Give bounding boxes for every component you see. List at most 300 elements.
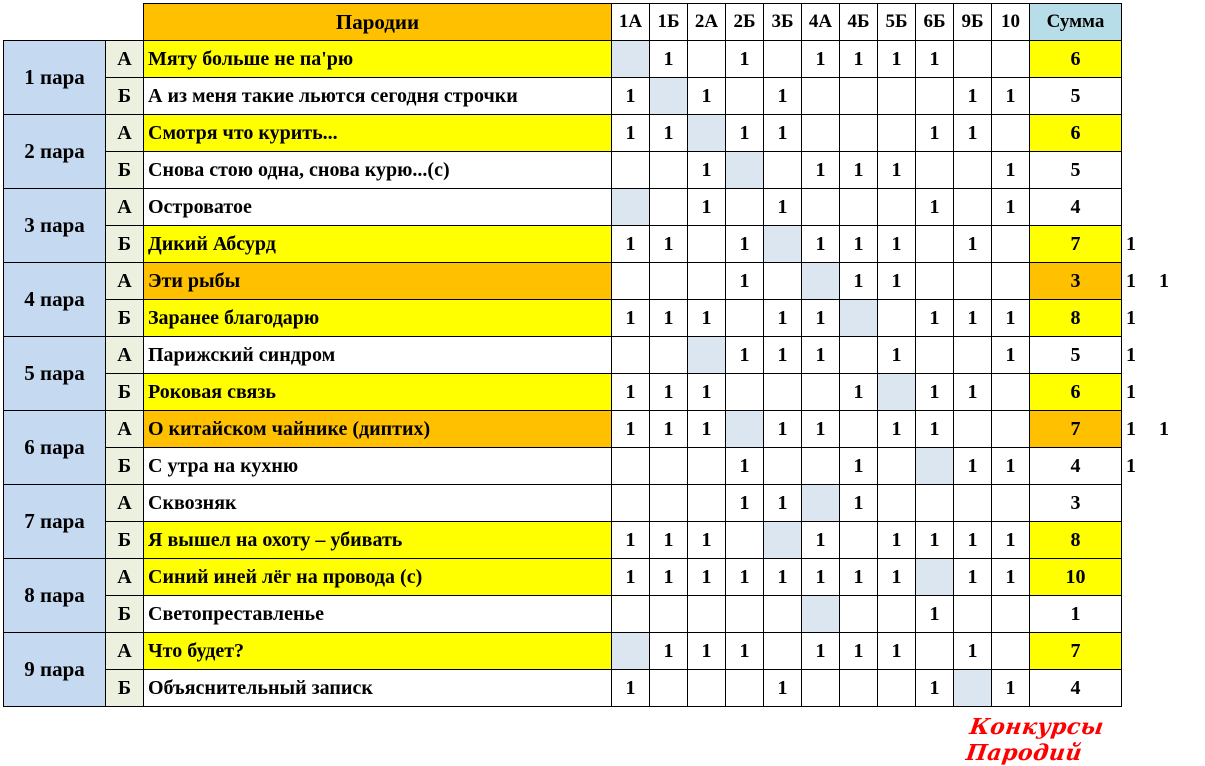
vote-cell	[954, 596, 992, 633]
vote-cell: 1	[726, 226, 764, 263]
header-col-4b: 4Б	[840, 4, 878, 41]
vote-cell	[954, 189, 992, 226]
vote-cell: 1	[916, 41, 954, 78]
vote-cell: 1	[992, 337, 1030, 374]
vote-cell	[954, 670, 992, 707]
vote-cell	[650, 485, 688, 522]
pair-label: 4 пара	[4, 263, 106, 337]
extra-marks	[1122, 189, 1194, 226]
vote-cell: 1	[802, 522, 840, 559]
header-col-6b: 6Б	[916, 4, 954, 41]
vote-cell	[840, 411, 878, 448]
extra-marks	[1122, 485, 1194, 522]
parody-title: Сквозняк	[144, 485, 612, 522]
vote-cell: 1	[916, 300, 954, 337]
vote-cell: 1	[840, 559, 878, 596]
vote-cell: 1	[612, 374, 650, 411]
vote-cell: 1	[612, 670, 650, 707]
sum-cell: 4	[1030, 189, 1122, 226]
pair-label: 5 пара	[4, 337, 106, 411]
header-col-9b: 9Б	[954, 4, 992, 41]
vote-cell	[764, 374, 802, 411]
vote-cell: 1	[916, 522, 954, 559]
vote-cell	[726, 374, 764, 411]
vote-cell: 1	[840, 152, 878, 189]
header-col-1b: 1Б	[650, 4, 688, 41]
sum-cell: 6	[1030, 41, 1122, 78]
sum-cell: 5	[1030, 337, 1122, 374]
vote-cell: 1	[650, 41, 688, 78]
vote-cell	[878, 300, 916, 337]
pair-label: 8 пара	[4, 559, 106, 633]
sum-cell: 1	[1030, 596, 1122, 633]
vote-cell: 1	[954, 522, 992, 559]
vote-cell: 1	[992, 189, 1030, 226]
sum-cell: 5	[1030, 78, 1122, 115]
vote-cell: 1	[992, 559, 1030, 596]
vote-cell	[688, 226, 726, 263]
vote-cell: 1	[688, 411, 726, 448]
vote-cell	[878, 78, 916, 115]
sub-label: Б	[106, 522, 144, 559]
vote-cell	[688, 670, 726, 707]
voting-table	[3, 3, 1194, 707]
vote-cell	[878, 485, 916, 522]
vote-cell	[612, 152, 650, 189]
pair-label: 6 пара	[4, 411, 106, 485]
vote-cell: 1	[840, 41, 878, 78]
extra-marks	[1122, 152, 1194, 189]
vote-cell	[688, 485, 726, 522]
vote-cell: 1	[954, 559, 992, 596]
vote-cell	[612, 596, 650, 633]
header-sum: Сумма	[1030, 4, 1122, 41]
vote-cell: 1	[802, 300, 840, 337]
parody-title: Дикий Абсурд	[144, 226, 612, 263]
sub-label: Б	[106, 226, 144, 263]
vote-cell	[764, 522, 802, 559]
parody-title: Мяту больше не па'рю	[144, 41, 612, 78]
vote-cell	[688, 263, 726, 300]
vote-cell	[802, 78, 840, 115]
parody-title: Островатое	[144, 189, 612, 226]
vote-cell: 1	[954, 226, 992, 263]
vote-cell: 1	[650, 559, 688, 596]
vote-cell: 1	[916, 115, 954, 152]
extra-marks	[1122, 670, 1194, 707]
parody-title: Эти рыбы	[144, 263, 612, 300]
vote-cell	[726, 596, 764, 633]
vote-cell	[992, 226, 1030, 263]
extra-marks: 1	[1126, 454, 1145, 477]
vote-cell	[802, 485, 840, 522]
vote-cell: 1	[802, 411, 840, 448]
vote-cell	[612, 263, 650, 300]
parody-title: Светопреставленье	[144, 596, 612, 633]
table-row	[4, 374, 1194, 411]
parody-title: Роковая связь	[144, 374, 612, 411]
vote-cell: 1	[726, 115, 764, 152]
table-row	[4, 596, 1194, 633]
vote-cell: 1	[878, 633, 916, 670]
table-row	[4, 115, 1194, 152]
vote-cell: 1	[688, 300, 726, 337]
vote-cell	[764, 448, 802, 485]
vote-cell: 1	[688, 189, 726, 226]
vote-cell: 1	[764, 485, 802, 522]
header-title: Пародии	[144, 4, 612, 41]
vote-cell	[954, 263, 992, 300]
vote-cell: 1	[764, 670, 802, 707]
sub-label: А	[106, 189, 144, 226]
extra-marks	[1122, 115, 1194, 152]
vote-cell	[612, 41, 650, 78]
vote-cell: 1	[954, 115, 992, 152]
vote-cell: 1	[840, 448, 878, 485]
vote-cell: 1	[802, 152, 840, 189]
vote-cell: 1	[688, 374, 726, 411]
vote-cell: 1	[612, 300, 650, 337]
vote-cell	[954, 411, 992, 448]
extra-marks: 1	[1126, 306, 1145, 329]
table-row	[4, 152, 1194, 189]
sum-cell: 6	[1030, 374, 1122, 411]
vote-cell	[992, 263, 1030, 300]
sub-label: Б	[106, 300, 144, 337]
vote-cell: 1	[612, 522, 650, 559]
vote-cell	[650, 448, 688, 485]
vote-cell	[878, 670, 916, 707]
vote-cell	[650, 596, 688, 633]
vote-cell	[878, 448, 916, 485]
sub-label: Б	[106, 374, 144, 411]
vote-cell: 1	[688, 559, 726, 596]
vote-cell	[840, 522, 878, 559]
sub-label: А	[106, 337, 144, 374]
vote-cell	[802, 263, 840, 300]
vote-cell: 1	[840, 485, 878, 522]
table-row	[4, 300, 1194, 337]
header-corner	[4, 4, 144, 41]
extra-marks	[1122, 559, 1194, 596]
vote-cell	[916, 633, 954, 670]
vote-cell: 1	[878, 152, 916, 189]
vote-cell: 1	[612, 78, 650, 115]
vote-cell: 1	[650, 522, 688, 559]
pair-label: 7 пара	[4, 485, 106, 559]
vote-cell: 1	[954, 78, 992, 115]
vote-cell: 1	[612, 559, 650, 596]
sub-label: Б	[106, 670, 144, 707]
vote-cell: 1	[650, 411, 688, 448]
vote-cell	[764, 226, 802, 263]
vote-cell	[650, 189, 688, 226]
vote-cell: 1	[688, 78, 726, 115]
vote-cell	[802, 448, 840, 485]
vote-cell	[954, 485, 992, 522]
vote-cell: 1	[764, 78, 802, 115]
vote-cell	[840, 596, 878, 633]
vote-cell	[802, 189, 840, 226]
vote-cell: 1	[764, 189, 802, 226]
sum-cell: 7	[1030, 226, 1122, 263]
table-row	[4, 263, 1194, 300]
vote-cell	[840, 78, 878, 115]
extra-marks: 1	[1126, 232, 1145, 255]
sub-label: А	[106, 559, 144, 596]
vote-cell	[612, 337, 650, 374]
sum-cell: 8	[1030, 522, 1122, 559]
vote-cell	[992, 485, 1030, 522]
header-col-2b: 2Б	[726, 4, 764, 41]
vote-cell: 1	[878, 41, 916, 78]
vote-cell: 1	[802, 226, 840, 263]
vote-cell	[954, 337, 992, 374]
vote-cell: 1	[840, 633, 878, 670]
table-row	[4, 337, 1194, 374]
vote-cell: 1	[840, 226, 878, 263]
vote-cell: 1	[726, 337, 764, 374]
vote-cell	[840, 300, 878, 337]
parody-title: Снова стою одна, снова курю...(с)	[144, 152, 612, 189]
vote-cell	[726, 670, 764, 707]
vote-cell	[688, 41, 726, 78]
vote-cell	[992, 596, 1030, 633]
table-row	[4, 78, 1194, 115]
sum-cell: 10	[1030, 559, 1122, 596]
vote-cell: 1	[954, 448, 992, 485]
vote-cell: 1	[726, 485, 764, 522]
parody-title: А из меня такие льются сегодня строчки	[144, 78, 612, 115]
watermark-logo: Конкурсы Пародий	[964, 714, 1106, 766]
vote-cell: 1	[992, 300, 1030, 337]
vote-cell	[916, 263, 954, 300]
sum-cell: 4	[1030, 670, 1122, 707]
vote-cell: 1	[878, 522, 916, 559]
header-row	[4, 4, 1194, 41]
table-row	[4, 189, 1194, 226]
sum-cell: 4	[1030, 448, 1122, 485]
vote-cell	[916, 337, 954, 374]
sub-label: Б	[106, 448, 144, 485]
vote-cell	[688, 448, 726, 485]
vote-cell	[688, 115, 726, 152]
vote-cell	[612, 189, 650, 226]
vote-cell	[650, 152, 688, 189]
vote-cell	[992, 41, 1030, 78]
vote-cell	[878, 189, 916, 226]
sub-label: А	[106, 115, 144, 152]
sub-label: А	[106, 485, 144, 522]
vote-cell: 1	[802, 337, 840, 374]
vote-cell: 1	[878, 263, 916, 300]
vote-cell: 1	[802, 559, 840, 596]
table-row	[4, 226, 1194, 263]
vote-cell: 1	[878, 411, 916, 448]
table-row	[4, 633, 1194, 670]
vote-cell: 1	[916, 411, 954, 448]
vote-cell: 1	[878, 559, 916, 596]
vote-cell	[764, 152, 802, 189]
vote-cell	[764, 633, 802, 670]
sub-label: А	[106, 633, 144, 670]
sum-cell: 3	[1030, 485, 1122, 522]
table-row	[4, 670, 1194, 707]
vote-cell: 1	[726, 559, 764, 596]
vote-cell	[688, 596, 726, 633]
vote-cell: 1	[992, 448, 1030, 485]
vote-cell: 1	[802, 41, 840, 78]
parody-title: Заранее благодарю	[144, 300, 612, 337]
header-col-4a: 4А	[802, 4, 840, 41]
pair-label: 3 пара	[4, 189, 106, 263]
vote-cell	[916, 448, 954, 485]
vote-cell	[840, 189, 878, 226]
sub-label: А	[106, 263, 144, 300]
sum-cell: 7	[1030, 411, 1122, 448]
extra-marks	[1122, 522, 1194, 559]
vote-cell: 1	[612, 226, 650, 263]
vote-cell	[726, 189, 764, 226]
vote-cell: 1	[650, 226, 688, 263]
vote-cell	[802, 374, 840, 411]
extra-marks	[1122, 78, 1194, 115]
vote-cell: 1	[764, 337, 802, 374]
vote-cell: 1	[992, 670, 1030, 707]
vote-cell	[992, 374, 1030, 411]
vote-cell: 1	[726, 41, 764, 78]
header-col-2a: 2А	[688, 4, 726, 41]
vote-cell	[802, 596, 840, 633]
vote-cell: 1	[650, 633, 688, 670]
vote-cell	[992, 115, 1030, 152]
header-extra	[1122, 4, 1194, 41]
sum-cell: 3	[1030, 263, 1122, 300]
vote-cell	[726, 411, 764, 448]
vote-cell: 1	[726, 633, 764, 670]
parody-title: Объяснительный записк	[144, 670, 612, 707]
vote-cell: 1	[612, 115, 650, 152]
vote-cell	[916, 78, 954, 115]
vote-cell	[650, 263, 688, 300]
vote-cell: 1	[764, 115, 802, 152]
vote-cell: 1	[650, 374, 688, 411]
table-row	[4, 411, 1194, 448]
extra-marks: 1	[1126, 380, 1145, 403]
vote-cell	[916, 226, 954, 263]
vote-cell: 1	[650, 300, 688, 337]
table-row	[4, 522, 1194, 559]
vote-cell	[954, 41, 992, 78]
vote-cell	[726, 522, 764, 559]
extra-marks: 1 1	[1126, 269, 1178, 292]
table-row	[4, 41, 1194, 78]
parody-title: О китайском чайнике (диптих)	[144, 411, 612, 448]
table-row	[4, 559, 1194, 596]
vote-cell	[726, 78, 764, 115]
vote-cell	[650, 78, 688, 115]
vote-cell: 1	[802, 633, 840, 670]
vote-cell: 1	[726, 263, 764, 300]
sub-label: Б	[106, 596, 144, 633]
vote-cell	[612, 485, 650, 522]
vote-cell: 1	[954, 633, 992, 670]
extra-marks	[1122, 633, 1194, 670]
parody-title: Синий иней лёг на провода (с)	[144, 559, 612, 596]
vote-cell	[916, 559, 954, 596]
vote-cell	[650, 670, 688, 707]
parody-title: Я вышел на охоту – убивать	[144, 522, 612, 559]
sum-cell: 5	[1030, 152, 1122, 189]
vote-cell: 1	[916, 189, 954, 226]
vote-cell: 1	[840, 374, 878, 411]
vote-cell	[840, 337, 878, 374]
header-col-10: 10	[992, 4, 1030, 41]
extra-marks: 1 1	[1126, 417, 1178, 440]
vote-cell	[612, 448, 650, 485]
parody-title: Парижский синдром	[144, 337, 612, 374]
vote-cell: 1	[764, 411, 802, 448]
vote-cell: 1	[878, 226, 916, 263]
sub-label: А	[106, 411, 144, 448]
vote-cell	[726, 300, 764, 337]
sub-label: Б	[106, 78, 144, 115]
vote-cell	[840, 115, 878, 152]
vote-cell: 1	[878, 337, 916, 374]
header-col-1a: 1А	[612, 4, 650, 41]
sub-label: Б	[106, 152, 144, 189]
vote-cell: 1	[916, 374, 954, 411]
vote-cell	[802, 670, 840, 707]
pair-label: 1 пара	[4, 41, 106, 115]
table-row	[4, 485, 1194, 522]
vote-cell: 1	[688, 522, 726, 559]
vote-cell	[764, 263, 802, 300]
vote-cell: 1	[954, 300, 992, 337]
vote-cell	[612, 633, 650, 670]
vote-cell: 1	[916, 596, 954, 633]
vote-cell	[764, 41, 802, 78]
vote-cell	[650, 337, 688, 374]
vote-cell: 1	[992, 78, 1030, 115]
vote-cell: 1	[954, 374, 992, 411]
extra-marks	[1122, 596, 1194, 633]
vote-cell	[878, 596, 916, 633]
vote-cell	[764, 596, 802, 633]
vote-cell	[878, 115, 916, 152]
vote-cell	[840, 670, 878, 707]
vote-cell: 1	[764, 559, 802, 596]
pair-label: 2 пара	[4, 115, 106, 189]
vote-cell	[992, 411, 1030, 448]
sub-label: А	[106, 41, 144, 78]
vote-cell: 1	[992, 522, 1030, 559]
sum-cell: 7	[1030, 633, 1122, 670]
extra-marks	[1122, 41, 1194, 78]
vote-cell: 1	[840, 263, 878, 300]
vote-cell: 1	[916, 670, 954, 707]
header-col-5b: 5Б	[878, 4, 916, 41]
vote-cell: 1	[992, 152, 1030, 189]
pair-label: 9 пара	[4, 633, 106, 707]
vote-cell	[726, 152, 764, 189]
vote-cell	[916, 152, 954, 189]
parody-title: С утра на кухню	[144, 448, 612, 485]
parody-title: Что будет?	[144, 633, 612, 670]
vote-cell	[916, 485, 954, 522]
vote-cell	[688, 337, 726, 374]
extra-marks: 1	[1126, 343, 1145, 366]
